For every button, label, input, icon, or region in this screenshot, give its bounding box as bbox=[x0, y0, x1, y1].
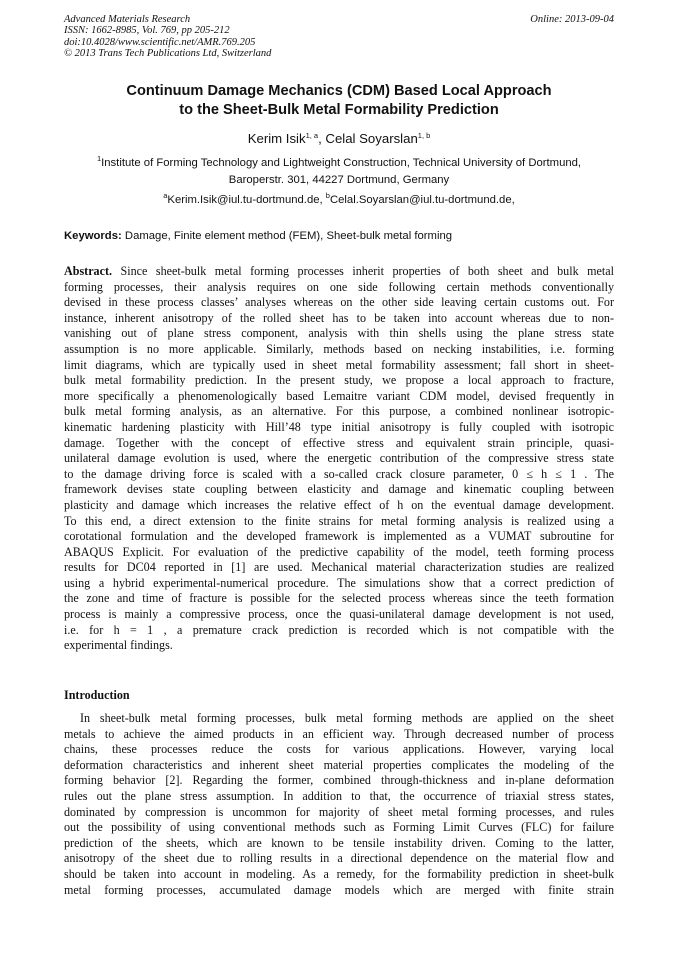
keywords-text: Damage, Finite element method (FEM), Sheet-bulk metal forming bbox=[121, 230, 453, 242]
affiliation bbox=[60, 155, 618, 188]
introduction-line: forming behavior [2]. Regarding the former, combined through-thickness and in-plane deformation bbox=[64, 773, 614, 788]
abstract-line: bulk metal forming analysis, as an alternative. For this purpose, a combined nonlinear isotropic- bbox=[64, 404, 614, 419]
abstract-line: framework devises state coupling between elasticity and damage and kinematic coupling between bbox=[64, 482, 614, 497]
author-list bbox=[60, 131, 618, 147]
affiliation-marker: 1 bbox=[96, 154, 102, 163]
email-b-marker: b bbox=[325, 191, 330, 200]
journal-issn: ISSN: 1662-8985, Vol. 769, pp 205-212 bbox=[64, 25, 230, 37]
abstract-line: plasticity and damage which increases the relative effect of h on the eventual damage development. bbox=[64, 497, 614, 512]
paper-title bbox=[60, 82, 618, 120]
introduction-line: In sheet-bulk metal forming processes, bulk metal forming methods are applied on the sheet bbox=[80, 711, 614, 725]
abstract-line: the zone and time of fracture is possible for the selected process whereas since the teeth formation bbox=[64, 591, 614, 606]
introduction-line: rules out the plane stress assumption. In addition to that, the occurrence of triaxial stress states, bbox=[64, 788, 614, 803]
abstract-section bbox=[64, 264, 614, 654]
email-b-link[interactable]: Celal.Soyarslan@iul.tu-dortmund.de, bbox=[329, 194, 515, 206]
abstract-line: bulk metal formability prediction. In the present study, we propose a local approach to fracture, bbox=[64, 373, 614, 388]
abstract-line: damage. Together with the concept of effective stress and equivalent strain principle, quasi- bbox=[64, 435, 614, 450]
abstract-line-text: Since sheet-bulk metal forming processes inherit properties of both sheet and bulk metal bbox=[112, 264, 614, 278]
abstract-line: process is mainly a compressive process, once the quasi-unilateral damage development is not used, bbox=[64, 607, 614, 622]
abstract-line: devised in these process classes’ analyses whereas on the other side leaving certain customs out. For bbox=[64, 295, 614, 310]
abstract-line: assumption is no more applicable. Similarly, methods based on necking instabilities, i.e. forming bbox=[64, 341, 614, 356]
abstract-line: results for DC04 reported in [1] are used. Mechanical material characterization studies are realized bbox=[64, 560, 614, 575]
online-date: Online: 2013-09-04 bbox=[530, 14, 614, 25]
journal-name: Advanced Materials Research bbox=[64, 14, 191, 25]
journal-doi[interactable]: doi:10.4028/www.scientific.net/AMR.769.205 bbox=[64, 36, 256, 48]
journal-copyright: © 2013 Trans Tech Publications Ltd, Switzerland bbox=[64, 48, 272, 60]
email-a-marker: a bbox=[163, 191, 168, 200]
abstract-line: vanishing out of plane stress component, analysis with thin shells using the plane stress state bbox=[64, 326, 614, 341]
introduction-section bbox=[64, 711, 614, 898]
abstract-line: corotational formulation and the developed framework is implemented as a VUMAT subroutine for bbox=[64, 529, 614, 544]
introduction-line: metal forming processes, accumulated damage models which are merged with finite strain bbox=[64, 882, 614, 897]
keywords-label: Keywords: bbox=[64, 230, 122, 242]
introduction-line: anisotropy of the sheet due to rolling results in a directional dependence on the material flow and bbox=[64, 851, 614, 866]
abstract-line: limit diagrams, which are typically used in sheet metal formability assessment; fall short in sheet- bbox=[64, 357, 614, 372]
title-line-1: Continuum Damage Mechanics (CDM) Based Local Approach bbox=[126, 83, 552, 99]
abstract-line: more specifically a phenomenologically based Lemaitre variant CDM model, devised frequently in bbox=[64, 388, 614, 403]
introduction-line: out the possibility of using conventional methods such as Forming Limit Curves (FLC) for failure bbox=[64, 820, 614, 835]
abstract-line: experimental findings. bbox=[64, 638, 173, 653]
affiliation-line-2: Baroperstr. 301, 44227 Dortmund, Germany bbox=[228, 173, 450, 186]
introduction-heading: Introduction bbox=[64, 688, 130, 702]
abstract-line: To this end, a direct extension to the finite strains for metal forming analysis is realized using a bbox=[64, 513, 614, 528]
affiliation-line-1 bbox=[60, 155, 618, 172]
abstract-line bbox=[64, 264, 614, 280]
abstract-line: forming processes, their analysis requires on one side following certain methods conventionally bbox=[64, 279, 614, 294]
keywords bbox=[64, 228, 452, 244]
introduction-line: chains, these processes reduce the costs for various applications. However, varying local bbox=[64, 742, 614, 757]
abstract-line: ABAQUS Explicit. For evaluation of the predictive capability of the model, teeth forming process bbox=[64, 544, 614, 559]
journal-header bbox=[64, 14, 271, 60]
author-separator: , bbox=[318, 131, 326, 146]
author-emails bbox=[60, 192, 618, 208]
abstract-line: using a hybrid experimental-numerical procedure. The simulations show that a correct prediction of bbox=[64, 575, 614, 590]
abstract-label: Abstract. bbox=[64, 264, 113, 278]
abstract-line: unilateral damage evolution is used, where the energetic contribution of the compressive stress state bbox=[64, 451, 614, 466]
abstract-line: instance, inherent anisotropy of the rolled sheet has to be taken into account whereas due to non- bbox=[64, 310, 614, 325]
introduction-line: dominated by compression is uncommon for majority of sheet metal forming processes, and rules bbox=[64, 804, 614, 819]
abstract-line: i.e. for h = 1 , a premature crack prediction is recorded which is not compatible with the bbox=[64, 622, 614, 637]
affiliation-institute: Institute of Forming Technology and Lightweight Construction, Technical University of Dortmund, bbox=[101, 157, 582, 169]
introduction-line: should be taken into account in modeling. As a remedy, for the formability prediction in sheet-bulk bbox=[64, 866, 614, 881]
author-2-name: Celal Soyarslan bbox=[325, 131, 418, 146]
introduction-line: prediction of the sheets, which are known to be tensile instability driven. Coming to the latter, bbox=[64, 835, 614, 850]
abstract-line: to the damage driving force is scaled with a so-called crack closure parameter, 0 ≤ h ≤ 1 . The bbox=[64, 466, 614, 481]
abstract-line: kinematic hardening plasticity with Hill’48 type initial anisotropy is fully coupled with isotropic bbox=[64, 419, 614, 434]
email-a-link[interactable]: Kerim.Isik@iul.tu-dortmund.de, bbox=[167, 194, 326, 206]
author-1-affiliation-marker: 1, a bbox=[305, 131, 319, 140]
title-line-2: to the Sheet-Bulk Metal Formability Prediction bbox=[179, 102, 499, 118]
author-2-affiliation-marker: 1, b bbox=[417, 131, 431, 140]
author-1-name: Kerim Isik bbox=[247, 131, 306, 146]
introduction-line: deformation characteristics and inherent sheet material properties complicates the modeling of the bbox=[64, 757, 614, 772]
introduction-line: metals to achieve the aimed products in an efficient way. Through decreased number of process bbox=[64, 726, 614, 741]
